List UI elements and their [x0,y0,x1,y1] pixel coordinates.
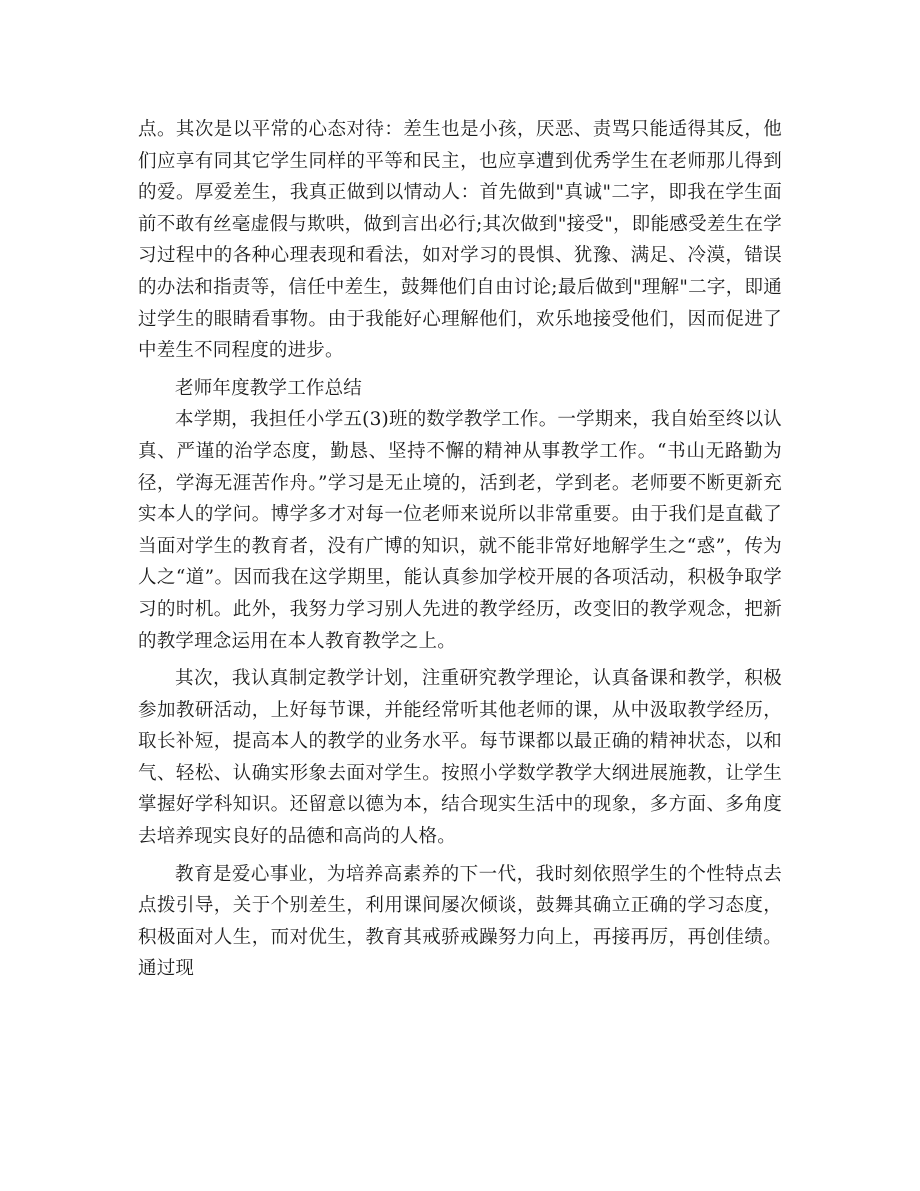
paragraph-continued: 点。其次是以平常的心态对待：差生也是小孩，厌恶、责骂只能适得其反，他们应享有同其它学生同样的平等和民主，也应享遭到优秀学生在老师那儿得到的爱。厚爱差生，我真正做到以情动人：首先做到"真诚"二字，即我在学生面前不敢有丝毫虚假与欺哄，做到言出必行;其次做到"接受"，即能感受差生在学习过程中的各种心理表现和看法，如对学习的畏惧、犹豫、满足、冷漠，错误的办法和指责等，信任中差生，鼓舞他们自由讨论;最后做到"理解"二字，即通过学生的眼睛看事物。由于我能好心理解他们，欢乐地接受他们，因而促进了中差生不同程度的进步。 [138,119,782,362]
document-page [138,114,782,985]
section-heading: 老师年度教学工作总结 [175,377,363,399]
paragraph-body-2: 其次，我认真制定教学计划，注重研究教学理论，认真备课和教学，积极参加教研活动，上好每节课，并能经常听其他老师的课，从中汲取教学经历，取长补短，提高本人的教学的业务水平。每节课都以最正确的精神状态，以和气、轻松、认确实形象去面对学生。按照小学数学教学大纲进展施教，让学生掌握好学科知识。还留意以德为本，结合现实生活中的现象，多方面、多角度去培养现实良好的品德和高尚的人格。 [138,668,782,848]
paragraph-body-1: 本学期，我担任小学五(3)班的数学教学工作。一学期来，我自始至终以认真、严谨的治学态度，勤恳、坚持不懈的精神从事教学工作。“书山无路勤为径，学海无涯苦作舟。”学习是无止境的，活到老，学到老。老师要不断更新充实本人的学问。博学多才对每一位老师来说所以非常重要。由于我们是直截了当面对学生的教育者，没有广博的知识，就不能非常好地解学生之“惑”，传为人之“道”。因而我在这学期里，能认真参加学校开展的各项活动，积极争取学习的时机。此外，我努力学习别人先进的教学经历，改变旧的教学观念，把新的教学理念运用在本人教育教学之上。 [138,409,782,652]
paragraph-body-3: 教育是爱心事业，为培养高素养的下一代，我时刻依照学生的个性特点去点拨引导，关于个别差生，利用课间屡次倾谈，鼓舞其确立正确的学习态度，积极面对人生，而对优生，教育其戒骄戒躁努力向上，再接再厉，再创佳绩。通过现 [138,863,782,980]
